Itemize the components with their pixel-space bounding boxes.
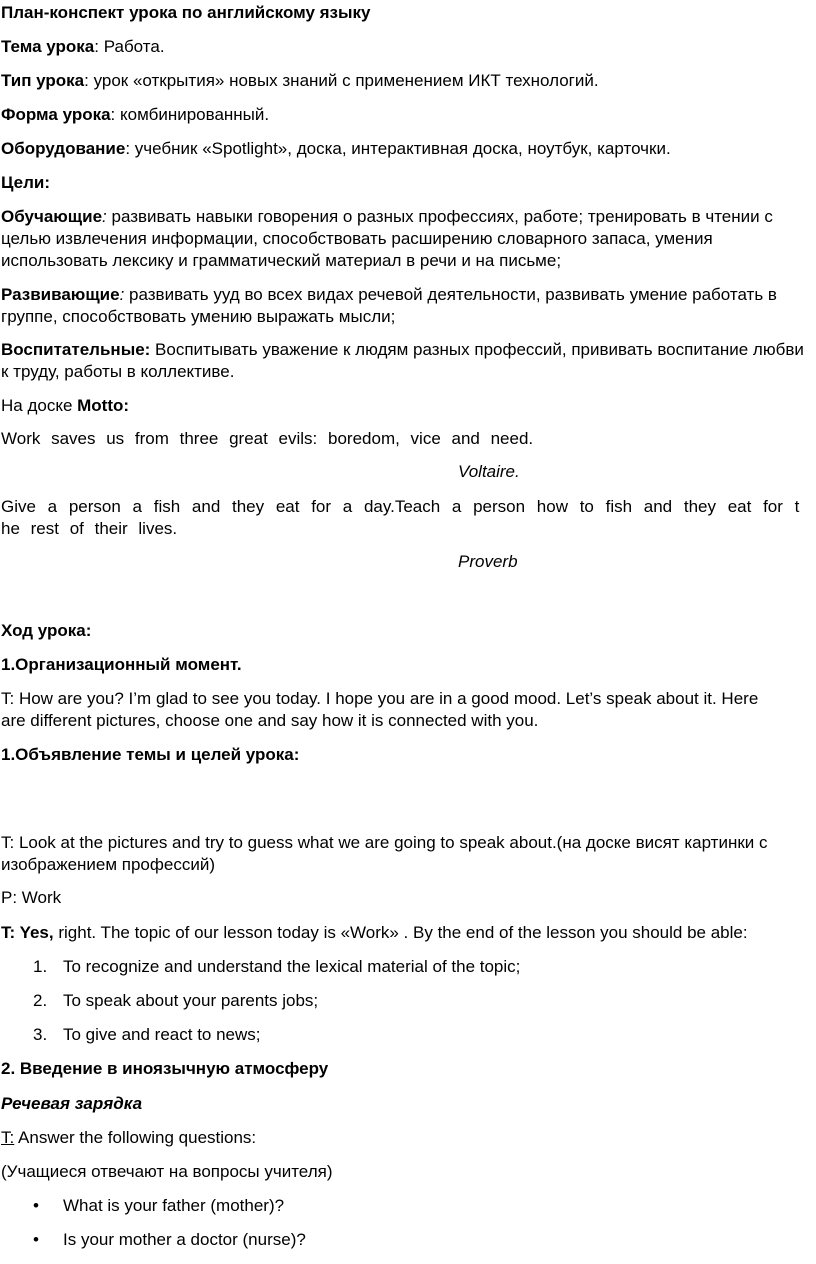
section1-heading: 1.Организационный момент. bbox=[1, 655, 242, 674]
equipment-line: Оборудование: учебник «Spotlight», доска, интерактивная доска, ноутбук, карточки. bbox=[1, 139, 671, 158]
form-label: Форма урока bbox=[1, 105, 111, 124]
goal-teaching-label: Обучающие bbox=[1, 207, 103, 226]
quote-proverb-author: Proverb bbox=[458, 552, 518, 571]
goal-educational-text: Воспитывать уважение к людям разных профессий, прививать воспитание любви к труду, работы в коллективе. bbox=[1, 340, 804, 381]
bullet-marker: • bbox=[33, 1230, 39, 1249]
section2-subheading: Речевая зарядка bbox=[1, 1094, 143, 1113]
teacher-topic-line: T: Yes, right. The topic of our lesson today is «Work» . By the end of the lesson you should be able: bbox=[1, 923, 748, 942]
board-line: На доске Motto: bbox=[1, 396, 130, 415]
teacher-yes: T: Yes, bbox=[1, 923, 54, 942]
quote-proverb-line1: Give a person a fish and they eat for a day.Teach a person how to fish and they eat for t bbox=[1, 497, 800, 516]
equipment-value: учебник «Spotlight», доска, интерактивная доска, ноутбук, карточки. bbox=[134, 139, 671, 158]
list-text: What is your father (mother)? bbox=[63, 1196, 285, 1215]
quote-voltaire: Work saves us from three great evils: boredom, vice and need. bbox=[1, 429, 534, 448]
section2-heading: 2. Введение в иноязычную атмосферу bbox=[1, 1059, 329, 1078]
type-value: урок «открытия» новых знаний с применением ИКТ технологий. bbox=[93, 71, 599, 90]
motto-label: Motto: bbox=[77, 396, 130, 415]
goal-teaching: Обучающие: развивать навыки говорения о разных профессиях, работе; тренировать в чтении с целью извлечения информации, способствовать расширению словарного запаса, умения использовать лексику и грамматический материал в речи и на письме; bbox=[1, 207, 773, 270]
list-text: To recognize and understand the lexical material of the topic; bbox=[63, 957, 521, 976]
type-label: Тип урока bbox=[1, 71, 85, 90]
list-marker: 2. bbox=[33, 991, 48, 1010]
goal-developing-label: Развивающие bbox=[1, 285, 120, 304]
equipment-label: Оборудование bbox=[1, 139, 126, 158]
goal-developing-text: развивать ууд во всех видах речевой деятельности, развивать умение работать в группе, способствовать умению выражать мысли; bbox=[1, 285, 777, 326]
goals-heading: Цели: bbox=[1, 173, 50, 192]
section2-note: (Учащиеся отвечают на вопросы учителя) bbox=[1, 1162, 333, 1181]
quote-voltaire-author: Voltaire. bbox=[458, 462, 520, 481]
topic-value: Работа. bbox=[103, 37, 165, 56]
section2-teacher-line: T: Answer the following questions: bbox=[1, 1128, 257, 1147]
section1b-heading: 1.Объявление темы и целей урока: bbox=[1, 745, 300, 764]
pupil-answer: P: Work bbox=[1, 888, 62, 907]
goal-educational-label: Воспитательные: bbox=[1, 340, 151, 359]
quote-proverb-line2: he rest of their lives. bbox=[1, 519, 178, 538]
topic-line: Тема урока: Работа. bbox=[1, 37, 165, 56]
section1-text: T: How are you? I’m glad to see you today. I hope you are in a good mood. Let’s speak about it. Here are different pictures, choose one and say how it is connected with you. bbox=[1, 689, 759, 730]
list-marker: 3. bbox=[33, 1025, 48, 1044]
form-value: комбинированный. bbox=[120, 105, 270, 124]
list-text: To give and react to news; bbox=[63, 1025, 261, 1044]
section1b-text: T: Look at the pictures and try to guess what we are going to speak about.(на доске висят картинки с изображением профессий) bbox=[1, 833, 768, 874]
lesson-heading: Ход урока: bbox=[1, 621, 92, 640]
list-text: Is your mother a doctor (nurse)? bbox=[63, 1230, 306, 1249]
list-marker: 1. bbox=[33, 957, 48, 976]
type-line: Тип урока: урок «открытия» новых знаний с применением ИКТ технологий. bbox=[1, 71, 599, 90]
form-line: Форма урока: комбинированный. bbox=[1, 105, 270, 124]
bullet-marker: • bbox=[33, 1196, 39, 1215]
goal-developing: Развивающие: развивать ууд во всех видах речевой деятельности, развивать умение работать в группе, способствовать умению выражать мысли; bbox=[1, 285, 777, 326]
topic-label: Тема урока bbox=[1, 37, 95, 56]
teacher-label: T: bbox=[1, 1128, 15, 1147]
list-text: To speak about your parents jobs; bbox=[63, 991, 319, 1010]
goal-educational bbox=[1, 339, 813, 383]
document-title: План-конспект урока по английскому языку bbox=[1, 3, 371, 22]
goal-teaching-text: развивать навыки говорения о разных профессиях, работе; тренировать в чтении с целью извлечения информации, способствовать расширению словарного запаса, умения использовать лексику и грамматический материал в речи и на письме; bbox=[1, 207, 773, 270]
